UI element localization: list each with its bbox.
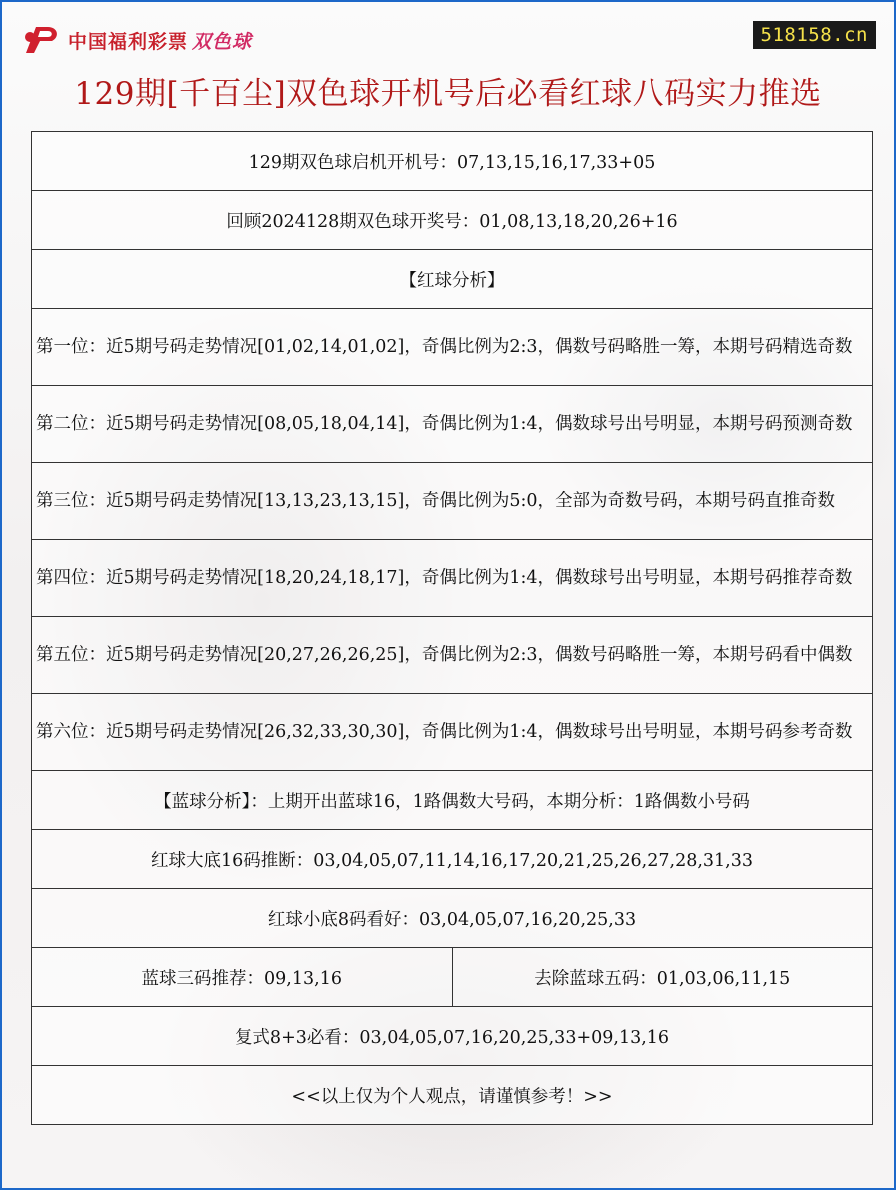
position-4-cell: 第四位：近5期号码走势情况[18,20,24,18,17]，奇偶比例为1:4，偶数球号出号明显，本期号码推荐奇数 <box>32 540 873 617</box>
table-row <box>32 1007 873 1066</box>
blue-analysis-cell: 【蓝球分析】：上期开出蓝球16，1路偶数大号码，本期分析：1路偶数小号码 <box>32 771 873 830</box>
blue-exclude-cell: 去除蓝球五码：01,03,06,11,15 <box>452 948 873 1007</box>
page-title: 129期[千百尘]双色球开机号后必看红球八码实力推选 <box>74 76 822 112</box>
table-row <box>32 250 873 309</box>
table-row <box>32 463 873 540</box>
position-5-cell: 第五位：近5期号码走势情况[20,27,26,26,25]，奇偶比例为2:3，偶数号码略胜一筹，本期号码看中偶数 <box>32 617 873 694</box>
table-row <box>32 889 873 948</box>
blue-3-cell: 蓝球三码推荐：09,13,16 <box>32 948 453 1007</box>
prediction-table <box>31 131 873 1125</box>
review-cell: 回顾2024128期双色球开奖号：01,08,13,18,20,26+16 <box>32 191 873 250</box>
table-row <box>32 830 873 889</box>
table-row <box>32 540 873 617</box>
compound-cell: 复式8+3必看：03,04,05,07,16,20,25,33+09,13,16 <box>32 1007 873 1066</box>
table-row <box>32 386 873 463</box>
red-analysis-heading: 【红球分析】 <box>32 250 873 309</box>
red-8-cell: 红球小底8码看好：03,04,05,07,16,20,25,33 <box>32 889 873 948</box>
header <box>2 2 894 132</box>
table-row <box>32 1066 873 1125</box>
lottery-logo-icon <box>20 23 64 57</box>
lottery-logo <box>20 22 252 58</box>
table-row <box>32 948 873 1007</box>
table-row <box>32 191 873 250</box>
table-row <box>32 132 873 191</box>
site-badge: 518158.cn <box>753 21 876 49</box>
position-2-cell: 第二位：近5期号码走势情况[08,05,18,04,14]，奇偶比例为1:4，偶数球号出号明显，本期号码预测奇数 <box>32 386 873 463</box>
position-6-cell: 第六位：近5期号码走势情况[26,32,33,30,30]，奇偶比例为1:4，偶数球号出号明显，本期号码参考奇数 <box>32 694 873 771</box>
table-row <box>32 771 873 830</box>
position-1-cell: 第一位：近5期号码走势情况[01,02,14,01,02]，奇偶比例为2:3，偶数号码略胜一筹，本期号码精选奇数 <box>32 309 873 386</box>
disclaimer-cell: <<以上仅为个人观点，请谨慎参考！>> <box>32 1066 873 1125</box>
table-row <box>32 694 873 771</box>
table-row <box>32 309 873 386</box>
red-16-cell: 红球大底16码推断：03,04,05,07,11,14,16,17,20,21,25,26,27,28,31,33 <box>32 830 873 889</box>
machine-numbers-cell: 129期双色球启机开机号：07,13,15,16,17,33+05 <box>32 132 873 191</box>
position-3-cell: 第三位：近5期号码走势情况[13,13,23,13,15]，奇偶比例为5:0，全部为奇数号码，本期号码直推奇数 <box>32 463 873 540</box>
table-row <box>32 617 873 694</box>
logo-text: 中国福利彩票 双色球 <box>68 30 253 53</box>
logo-sub-text: 双色球 <box>192 30 253 53</box>
